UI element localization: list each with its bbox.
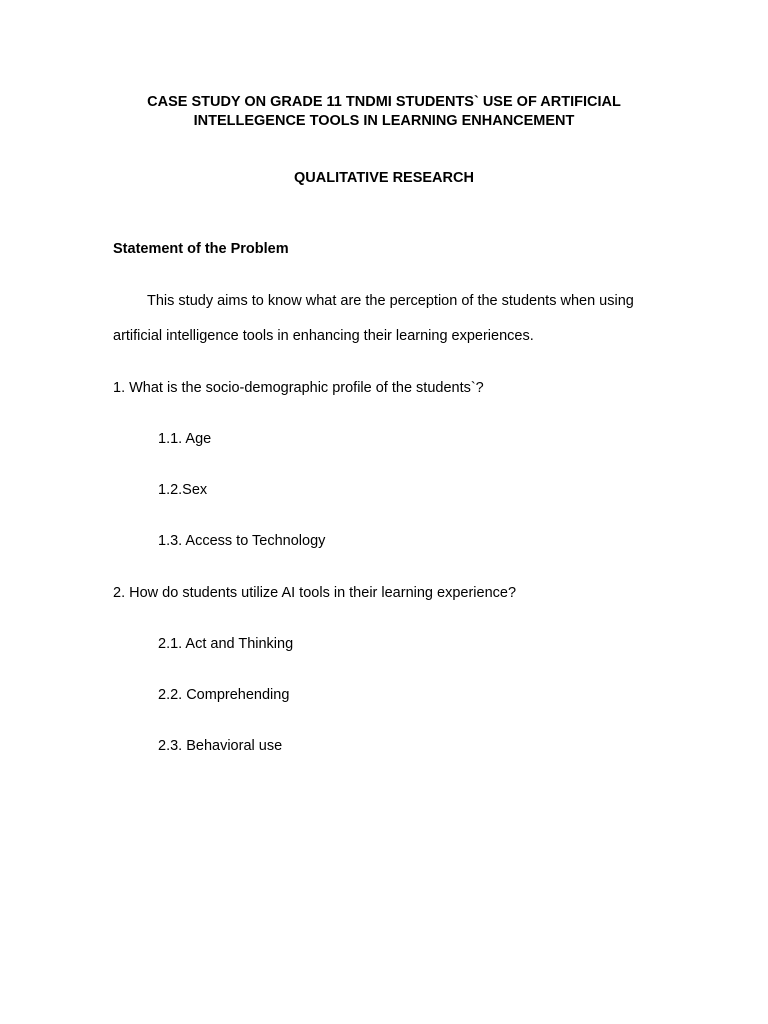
question-2-item-3: 2.3. Behavioral use (158, 738, 283, 754)
subtitle: QUALITATIVE RESEARCH (294, 170, 474, 186)
question-2-item-2: 2.2. Comprehending (158, 687, 290, 703)
intro-line-1: This study aims to know what are the perception of the students when using (147, 293, 634, 309)
question-2: 2. How do students utilize AI tools in their learning experience? (113, 585, 517, 601)
question-1-item-2: 1.2.Sex (158, 482, 208, 498)
title-line-1: CASE STUDY ON GRADE 11 TNDMI STUDENTS` USE OF ARTIFICIAL (147, 94, 621, 110)
title-line-2: INTELLEGENCE TOOLS IN LEARNING ENHANCEMENT (193, 113, 575, 129)
section-heading: Statement of the Problem (113, 241, 289, 257)
intro-line-2: artificial intelligence tools in enhancing their learning experiences. (113, 328, 534, 344)
question-2-item-1: 2.1. Act and Thinking (158, 636, 294, 652)
question-1: 1. What is the socio-demographic profile of the students`? (113, 380, 484, 396)
question-1-item-1: 1.1. Age (158, 431, 212, 447)
question-1-item-3: 1.3. Access to Technology (158, 533, 326, 549)
